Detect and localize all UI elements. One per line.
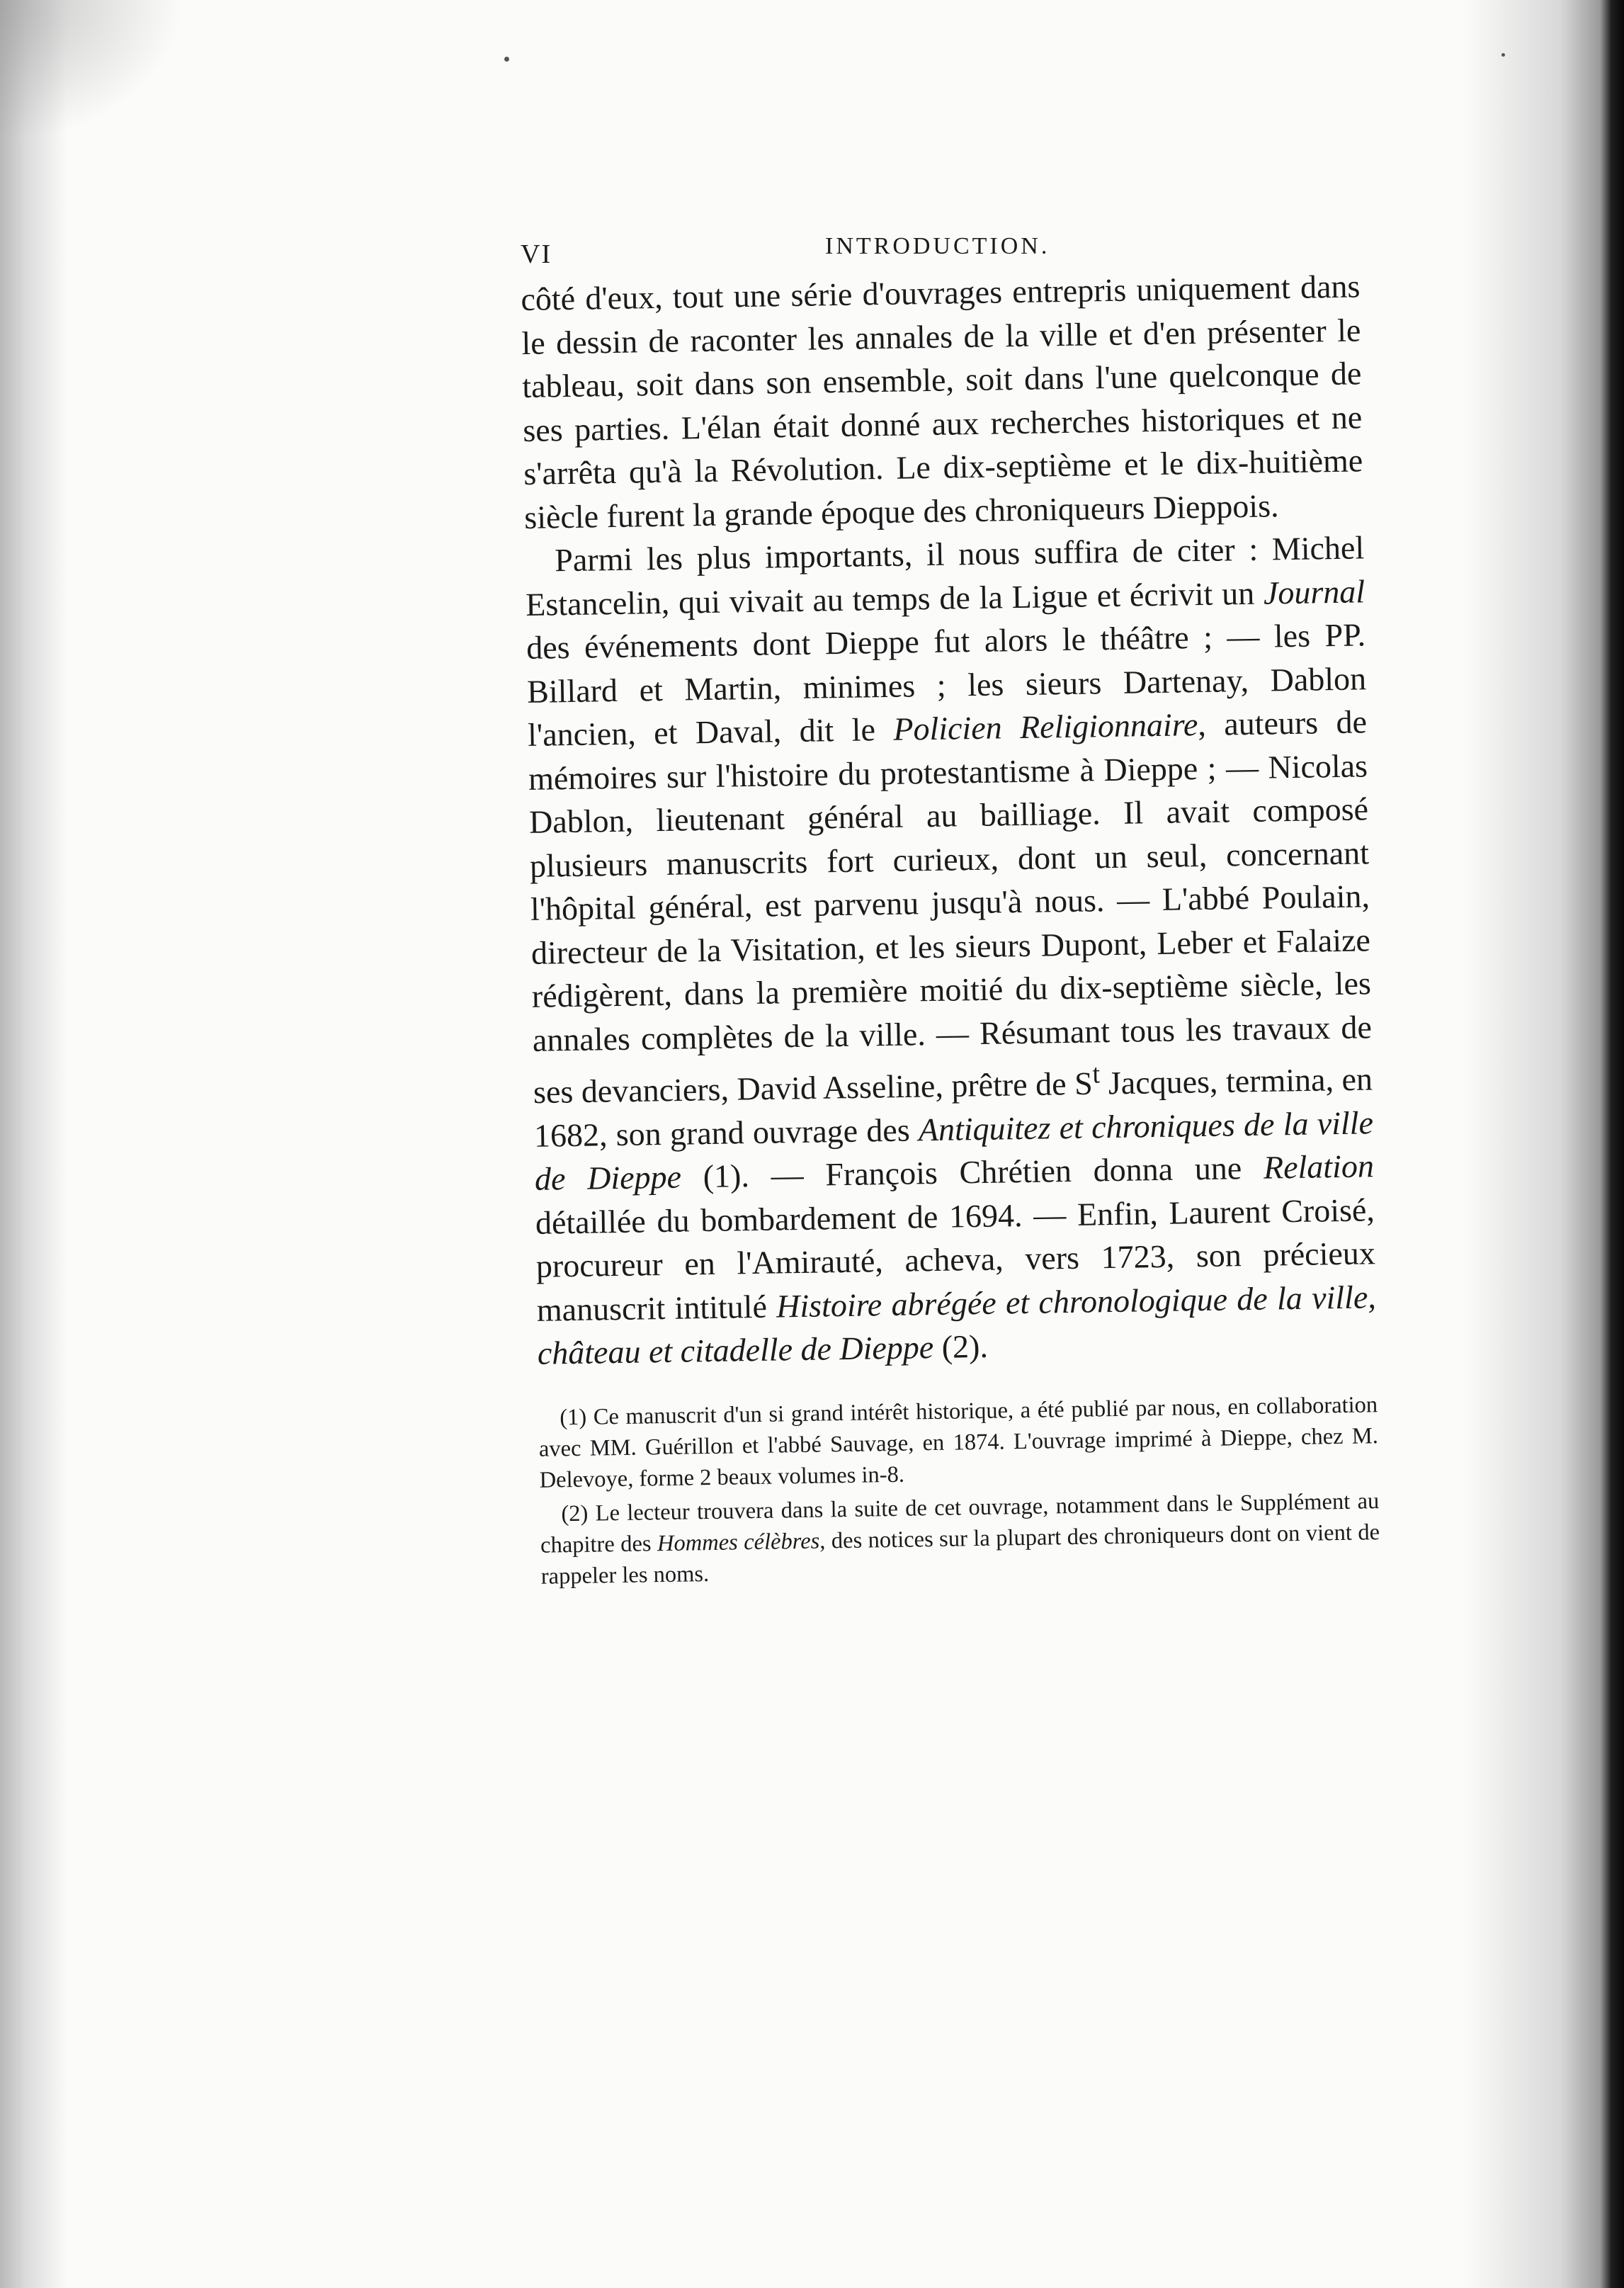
footnote-1: (1) Ce manuscrit d'un si grand intérêt historique, a été publié par nous, en collaboration avec MM. Guérillon et l'abbé Sauvage, en 1874. L'ouvrage imprimé à Dieppe, chez M. Delevoye, forme 2 beaux volumes in-8.: [538, 1392, 1379, 1493]
page-number: VI: [521, 239, 552, 269]
top-left-stain: [0, 0, 184, 142]
body-text: [521, 264, 1377, 1375]
italic-title-histoire: Histoire abrégée et chronologique de la ville, château et citadelle de Dieppe: [537, 1279, 1377, 1372]
italic-title-hommes-celebres: Hommes célèbres: [657, 1528, 820, 1557]
dust-speck: [504, 57, 509, 62]
text-run: Jacques, termina, en 1682, son grand ouvrage des: [533, 1060, 1373, 1154]
text-run: (1). — François Chrétien donna une: [681, 1150, 1264, 1195]
paragraph-2: [525, 526, 1377, 1375]
text-run: (2) Le lecteur trouvera dans la suite de cet ouvrage, notamment dans le Supplément au chapitre des: [540, 1488, 1380, 1558]
italic-title-journal: Journal: [1263, 572, 1365, 611]
text-run: des événements dont Dieppe fut alors le théâtre ; — les PP. Billard et Martin, minimes ; les sieurs Dartenay, Dablon l'ancien, et Daval, dit le: [526, 616, 1367, 753]
right-page-edge: [1465, 0, 1624, 2288]
footnotes: [538, 1389, 1380, 1592]
text-run: Parmi les plus importants, il nous suffira de citer : Michel Estancelin, qui vivait au temps de la Ligue et écrivit un: [525, 529, 1365, 623]
italic-title-policien: Policien Religionnaire: [892, 706, 1198, 747]
dust-speck: [1501, 53, 1505, 57]
text-run: , auteurs de mémoires sur l'histoire du protestantisme à Dieppe ; — Nicolas Dablon, lieutenant général au bailliage. Il avait composé plusieurs manuscrits fort curieux, dont un seul, concernant l'hôpital général, est parvenu jusqu'à nous. — L'abbé Poulain, directeur de la Visitation, et les sieurs Dupont, Leber et Falaize rédigèrent, dans la première moitié du dix-septième siècle, les annales complètes de la ville. — Résumant tous les travaux de ses devanciers, David Asseline, prêtre de S: [528, 703, 1373, 1111]
text-block: [521, 264, 1380, 1592]
text-run: (2).: [933, 1328, 989, 1366]
left-page-shadow: [0, 0, 67, 2288]
paragraph-1: côté d'eux, tout une série d'ouvrages entrepris uniquement dans le dessin de raconter les annales de la ville et d'en présenter le tableau, soit dans son ensemble, soit dans l'une quelconque de ses parties. L'élan était donné aux recherches historiques et ne s'arrêta qu'à la Révolution. Le dix-septième et le dix-huitième siècle furent la grande époque des chroniqueurs Dieppois.: [521, 268, 1363, 536]
text-run: , des notices sur la plupart des chroniqueurs dont on vient de rappeler les noms.: [540, 1519, 1380, 1590]
superscript-t: t: [1092, 1059, 1101, 1089]
text-run: détaillée du bombardement de 1694. — Enfin, Laurent Croisé, procureur en l'Amirauté, acheva, vers 1723, son précieux manuscrit intitulé: [535, 1191, 1376, 1328]
running-head: [521, 230, 1370, 269]
running-title: INTRODUCTION.: [825, 233, 1050, 259]
italic-title-antiquitez: Antiquitez et chroniques de la ville de Dieppe: [534, 1104, 1374, 1198]
italic-title-relation: Relation: [1263, 1148, 1375, 1187]
footnote-2: [540, 1485, 1380, 1592]
